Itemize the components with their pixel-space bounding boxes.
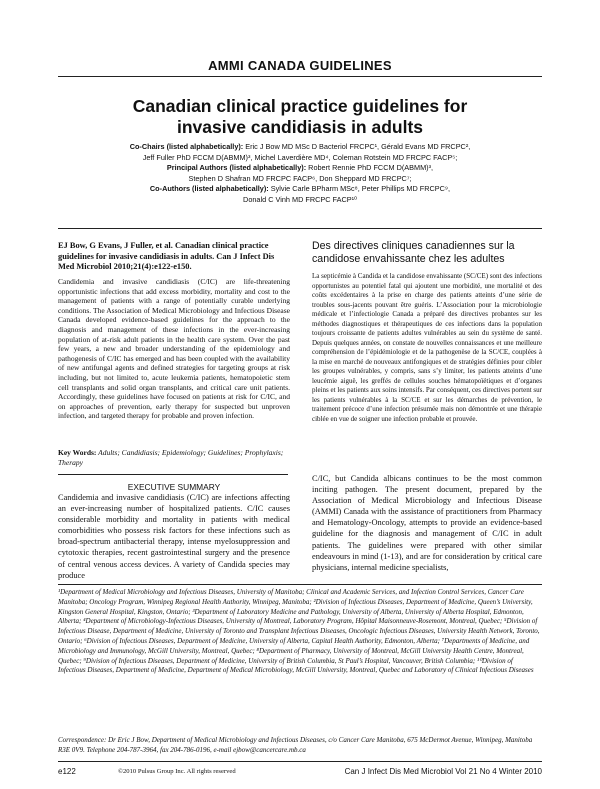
author-line-6: Donald C Vinh MD FRCPC FACP¹⁰ <box>243 194 357 204</box>
keywords-text: Adults; Candidiasis; Epidemiology; Guidelines; Prophylaxis; Therapy <box>58 448 284 467</box>
co-authors-label: Co-Authors (listed alphabetically): <box>149 184 269 194</box>
abstract-french: La septicémie à Candida et la candidose envahissante (SC/CE) sont des infections opportunistes au potentiel fatal qui ajoutent une morbidité, une mortalité et des coûts excédentaires à la prise en charge des patients atteints d’une série de troubles sous-jacents pouvant être guéris. L’Association pour la microbiologie médicale et l’infectiologie Canada a préparé des directives probantes sur les méthodes diagnostiques et thérapeutiques de ces infections dans la population toujours croissante de patients adultes vulnérables au sein du système de santé. Depuis quelques années, on constate de nouvelles connaissances et une meilleure compréhension de l’épidémiologie et de la pathogenèse de la SC/CE, couplées à la mise en marché de nouveaux antifongiques et de stratégies définies pour cibler les groupes vulnérables, y compris, sans s’y limiter, les patients atteints d’une leucémie aiguë, les greffés de cellules souches hématopoïétiques et d’organes pleins et les patients aux soins intensifs. Par conséquent, ces directives portent sur les patients vulnérables à la SC/CE et sur les démarches de prévention, le traitement précoce d’une infection présumée mais non démontrée et une thérapie ciblée en vue de soigner une infection probable et prouvée. <box>312 272 542 423</box>
abstract-english: Candidemia and invasive candidiasis (C/IC) are life-threatening opportunistic infections that add excess morbidity, mortality and cost to the management of patients with a range of potentially curable underlying conditions. The Association of Medical Microbiology and Infectious Disease Canada developed evidence-based guidelines for the approach to the diagnosis and management of these infections in the ever-increasing population of at-risk adult patients in the health care system. Over the past few years, a new and broader understanding of the epidemiology and pathogenesis of C/IC has emerged and has been coupled with the availability of new antifungal agents and defined strategies for targeting groups at risk including, but not limited to, acute leukemia patients, hematopoietic stem cell transplants and solid organ transplants, and critical care unit patients. Accordingly, these guidelines have focused on patients at risk for C/IC, and on approaches of prevention, early therapy for suspected but unproven infection, and targeted therapy for probable and proven infection. <box>58 277 290 421</box>
author-line-4: Stephen D Shafran MD FRCPC FACP⁶, Don Sheppard MD FRCPC⁷; <box>188 173 412 183</box>
principal-authors-label: Principal Authors (listed alphabetically): <box>166 163 307 173</box>
author-line-3 <box>60 163 540 174</box>
body-column-1: Candidemia and invasive candidiasis (C/IC) are infections affecting an ever-increasing number of hospitalized patients. C/IC causes considerable morbidity and mortality in patients with medical comorbidities who possess risk factors for these infections such as broad-spectrum antibacterial therapy, intense myelosuppression and cytotoxic therapies, recent gastrointestinal surgery and the presence of central venous access devices. A variety of Candida species may produce <box>58 493 290 580</box>
co-chairs-label: Co-Chairs (listed alphabetically): <box>129 142 244 151</box>
abstract-bottom-rule <box>58 474 288 475</box>
title-line-1: Canadian clinical practice guidelines for <box>132 96 468 116</box>
keywords <box>58 448 290 467</box>
journal-info: Can J Infect Dis Med Microbiol Vol 21 No 4 Winter 2010 <box>344 767 542 776</box>
keywords-label: Key Words: <box>58 448 97 457</box>
body-column-2: C/IC, but Candida albicans continues to be the most common inciting pathogen. The present document, prepared by the Association of Medical Microbiology and Infectious Disease (AMMI) Canada with the assistance of practitioners from Pharmacy and Hematology-Oncology, attempts to provide an evidence-based guideline for the diagnosis and management of C/IC in adult patients. The guidelines were prepared with other similar endeavours in mind (1-13), and are for consideration by critical care physicians, internal medicine specialists, <box>312 474 542 572</box>
author-line-1 <box>60 142 540 153</box>
section-heading-executive-summary: EXECUTIVE SUMMARY <box>127 482 221 492</box>
article-title <box>60 96 540 138</box>
series-label: AMMI CANADA GUIDELINES <box>208 58 392 73</box>
french-title: Des directives cliniques canadiennes sur la candidose envahissante chez les adultes <box>312 240 515 265</box>
affiliations-rule <box>58 584 542 585</box>
copyright: ©2010 Pulsus Group Inc. All rights reserved <box>118 768 236 775</box>
page-number: e122 <box>58 767 76 776</box>
principal-authors-names: Robert Rennie PhD FCCM D(ABMM)³, <box>306 163 434 173</box>
author-line-5 <box>60 184 540 195</box>
abstract-top-rule <box>58 228 542 229</box>
title-line-2: invasive candidiasis in adults <box>176 117 424 137</box>
affiliations: ¹Department of Medical Microbiology and Infectious Diseases, University of Manitoba; Clinical and Academic Services, and Infection Control Services, Cancer Care Manitoba; Oncology Program, Winnipeg Regional Health Authority, Winnipeg, Manitoba; ²Division of Infectious Diseases, Department of Medicine, Queen’s University, Kingston General Hospital, Kingston, Ontario; ³Department of Laboratory Medicine and Pathology, University of Alberta, University of Alberta Hospital, Edmonton, Alberta; ⁴Department of Microbiology-Infectious Diseases, University of Montreal, Laboratory Program, Hôpital Maisonneuve-Rosemont, Montreal, Quebec; ⁵Division of Infectious Disease, Department of Medicine, University of Toronto and Transplant Infectious Diseases, Oncologic Infectious Diseases, University Health Network, Toronto, Ontario; ⁶Division of Infectious Diseases, Department of Medicine, University of Alberta, Capital Health Authority, Edmonton, Alberta; ⁷Departments of Medicine, and Microbiology and Immunology, McGill University, Montreal, Quebec; ⁸Department of Pharmacy, University of Montreal, McGill University Health Centre, Montreal, Quebec; ⁹Division of Infectious Diseases, Department of Medicine, University of British Columbia, St Paul’s Hospital, Vancouver, British Columbia; ¹⁰Division of Infectious Diseases, Department of Medicine, Department of Medical Microbiology, McGill University, Montreal, Quebec and Laboratory of Clinical Infectious Diseases <box>58 588 540 675</box>
correspondence: Correspondence: Dr Eric J Bow, Department of Medical Microbiology and Infectious Diseases, c/o Cancer Care Manitoba, 675 McDermot Avenue, Winnipeg, Manitoba R3E 0V9. Telephone 204-787-3964, fax 204-786-0196, e-mail ejbow@cancercare.mb.ca <box>58 736 533 754</box>
author-line-2: Jeff Fuller PhD FCCM D(ABMM)³, Michel Laverdière MD⁴, Coleman Rotstein MD FRCPC FACP⁵; <box>142 152 458 162</box>
co-authors-names: Sylvie Carle BPharm MSc⁸, Peter Phillips MD FRCPC⁹, <box>268 184 451 194</box>
author-list <box>60 142 540 206</box>
co-chairs-names: Eric J Bow MD MSc D Bacteriol FRCPC¹, Gérald Evans MD FRCPC², <box>243 142 471 151</box>
citation: EJ Bow, G Evans, J Fuller, et al. Canadian clinical practice guidelines for invasive candidiasis in adults. Can J Infect Dis Med Microbiol 2010;21(4):e122-e150. <box>58 241 275 272</box>
header-rule <box>58 76 542 77</box>
footer-rule <box>58 761 542 762</box>
